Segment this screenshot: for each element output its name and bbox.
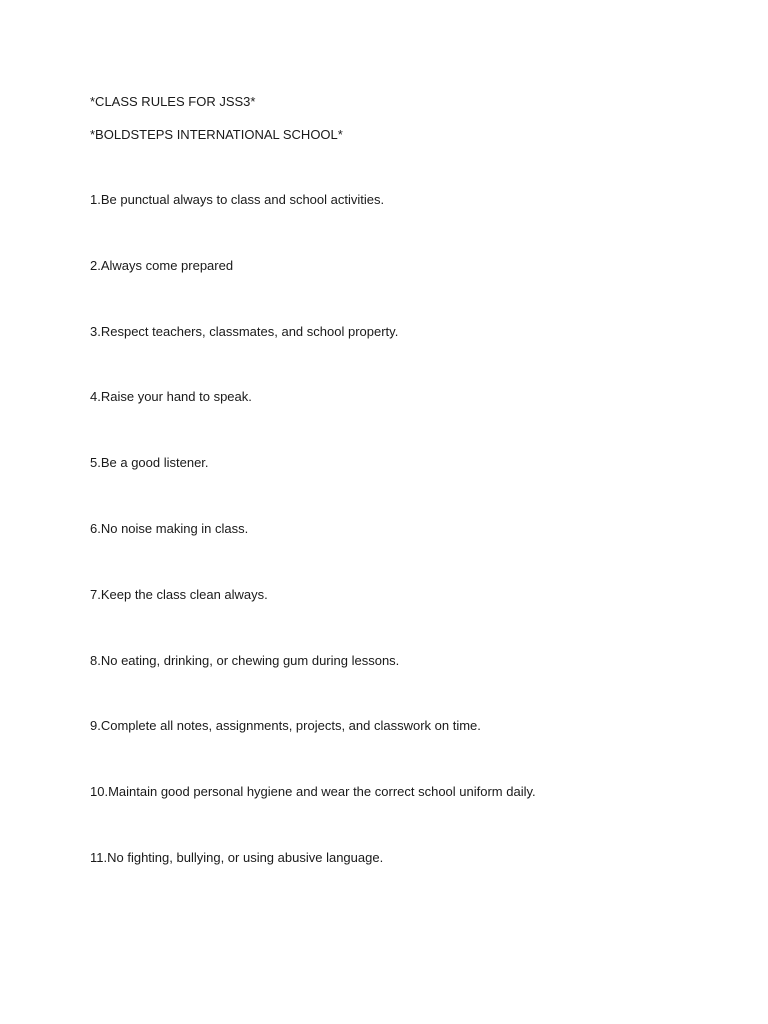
rule-item: 3.Respect teachers, classmates, and school property. xyxy=(90,324,399,339)
rule-item: 6.No noise making in class. xyxy=(90,521,249,536)
document-title: *CLASS RULES FOR JSS3* xyxy=(90,94,256,109)
rule-item: 7.Keep the class clean always. xyxy=(90,587,268,602)
school-name: *BOLDSTEPS INTERNATIONAL SCHOOL* xyxy=(90,127,343,142)
rule-item: 1.Be punctual always to class and school activities. xyxy=(90,192,385,207)
rule-item: 10.Maintain good personal hygiene and wear the correct school uniform daily. xyxy=(90,784,536,799)
rule-item: 5.Be a good listener. xyxy=(90,455,209,470)
rule-item: 4.Raise your hand to speak. xyxy=(90,389,252,404)
rule-item: 9.Complete all notes, assignments, projects, and classwork on time. xyxy=(90,718,481,733)
rule-item: 8.No eating, drinking, or chewing gum during lessons. xyxy=(90,653,400,668)
rule-item: 11.No fighting, bullying, or using abusive language. xyxy=(90,850,384,865)
rule-item: 2.Always come prepared xyxy=(90,258,234,273)
